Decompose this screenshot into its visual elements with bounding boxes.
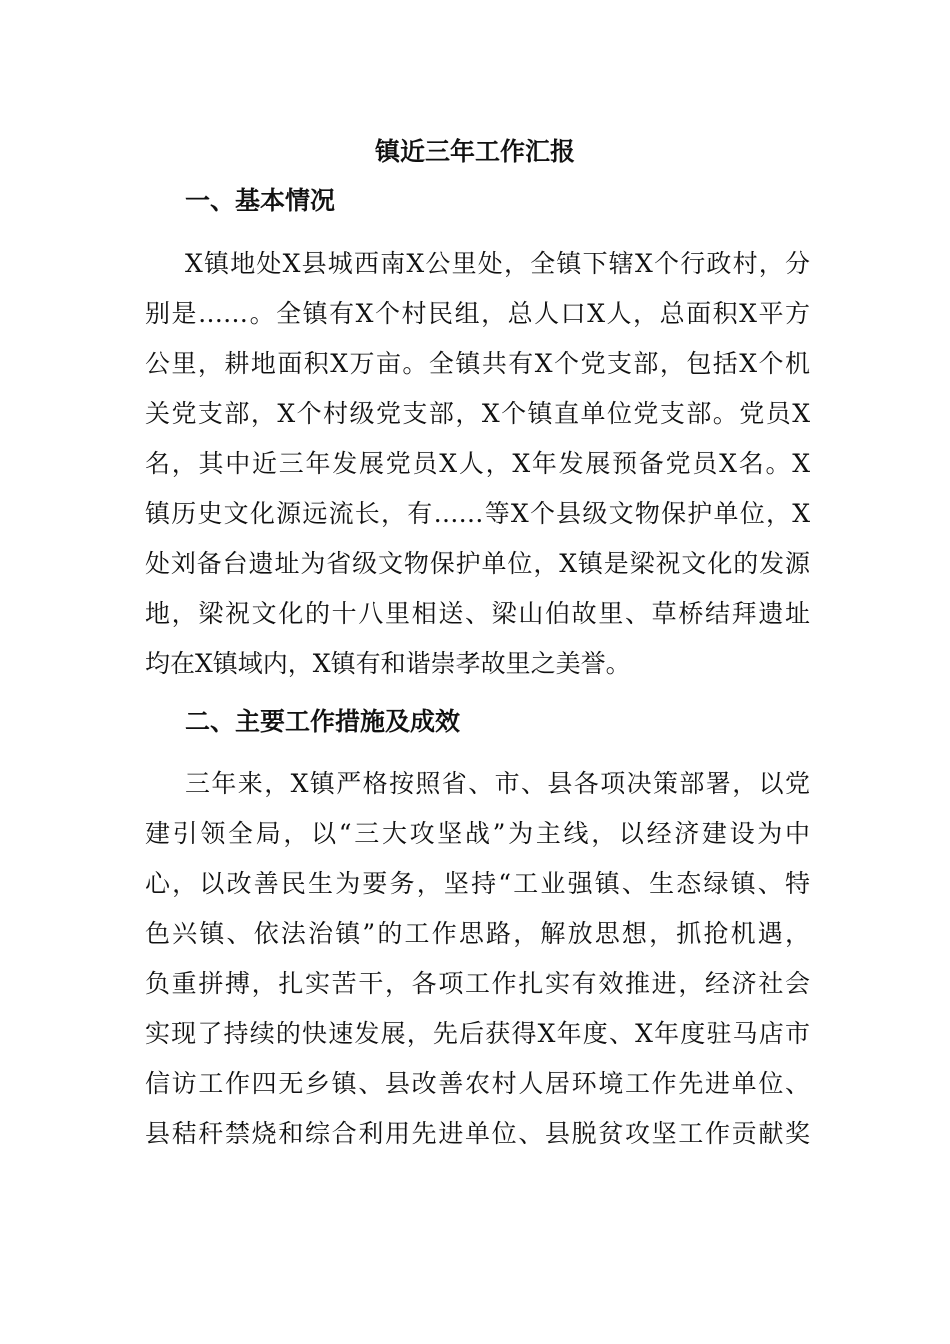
paragraph-line: 三年来，X镇严格按照省、市、县各项决策部署，以党 [185,769,810,798]
paragraph-line: 实现了持续的快速发展，先后获得X年度、X年度驻马店市 [145,1019,810,1048]
paragraph-line: 色兴镇、依法治镇”的工作思路，解放思想，抓抢机遇， [145,919,810,948]
paragraph-line: 处刘备台遗址为省级文物保护单位，X镇是梁祝文化的发源 [145,549,810,578]
section-heading-basic-info: 一、基本情况 [185,186,336,215]
paragraph-main-measures [145,759,810,1159]
paragraph-line: 负重拼搏，扎实苦干，各项工作扎实有效推进，经济社会 [145,969,810,998]
paragraph-basic-info [145,239,810,689]
paragraph-line: 镇历史文化源远流长，有……等X个县级文物保护单位，X [145,499,810,528]
paragraph-line: 关党支部，X个村级党支部，X个镇直单位党支部。党员X [145,399,810,428]
document-title: 镇近三年工作汇报 [374,137,575,166]
paragraph-line: 县秸秆禁烧和综合利用先进单位、县脱贫攻坚工作贡献奖 [145,1119,810,1148]
paragraph-line: 别是……。全镇有X个村民组，总人口X人，总面积X平方 [145,299,810,328]
paragraph-line: 心，以改善民生为要务，坚持“工业强镇、生态绿镇、特 [145,869,810,898]
paragraph-line: 均在X镇域内，X镇有和谐崇孝故里之美誉。 [145,649,631,678]
paragraph-line: 公里，耕地面积X万亩。全镇共有X个党支部，包括X个机 [145,349,810,378]
paragraph-line: 信访工作四无乡镇、县改善农村人居环境工作先进单位、 [145,1069,810,1098]
paragraph-line: 地，梁祝文化的十八里相送、梁山伯故里、草桥结拜遗址 [145,599,810,628]
paragraph-line: X镇地处X县城西南X公里处，全镇下辖X个行政村，分 [185,249,810,278]
section-heading-main-measures: 二、主要工作措施及成效 [185,707,461,736]
paragraph-line: 建引领全局，以“三大攻坚战”为主线，以经济建设为中 [145,819,810,848]
paragraph-line: 名，其中近三年发展党员X人，X年发展预备党员X名。X [145,449,810,478]
